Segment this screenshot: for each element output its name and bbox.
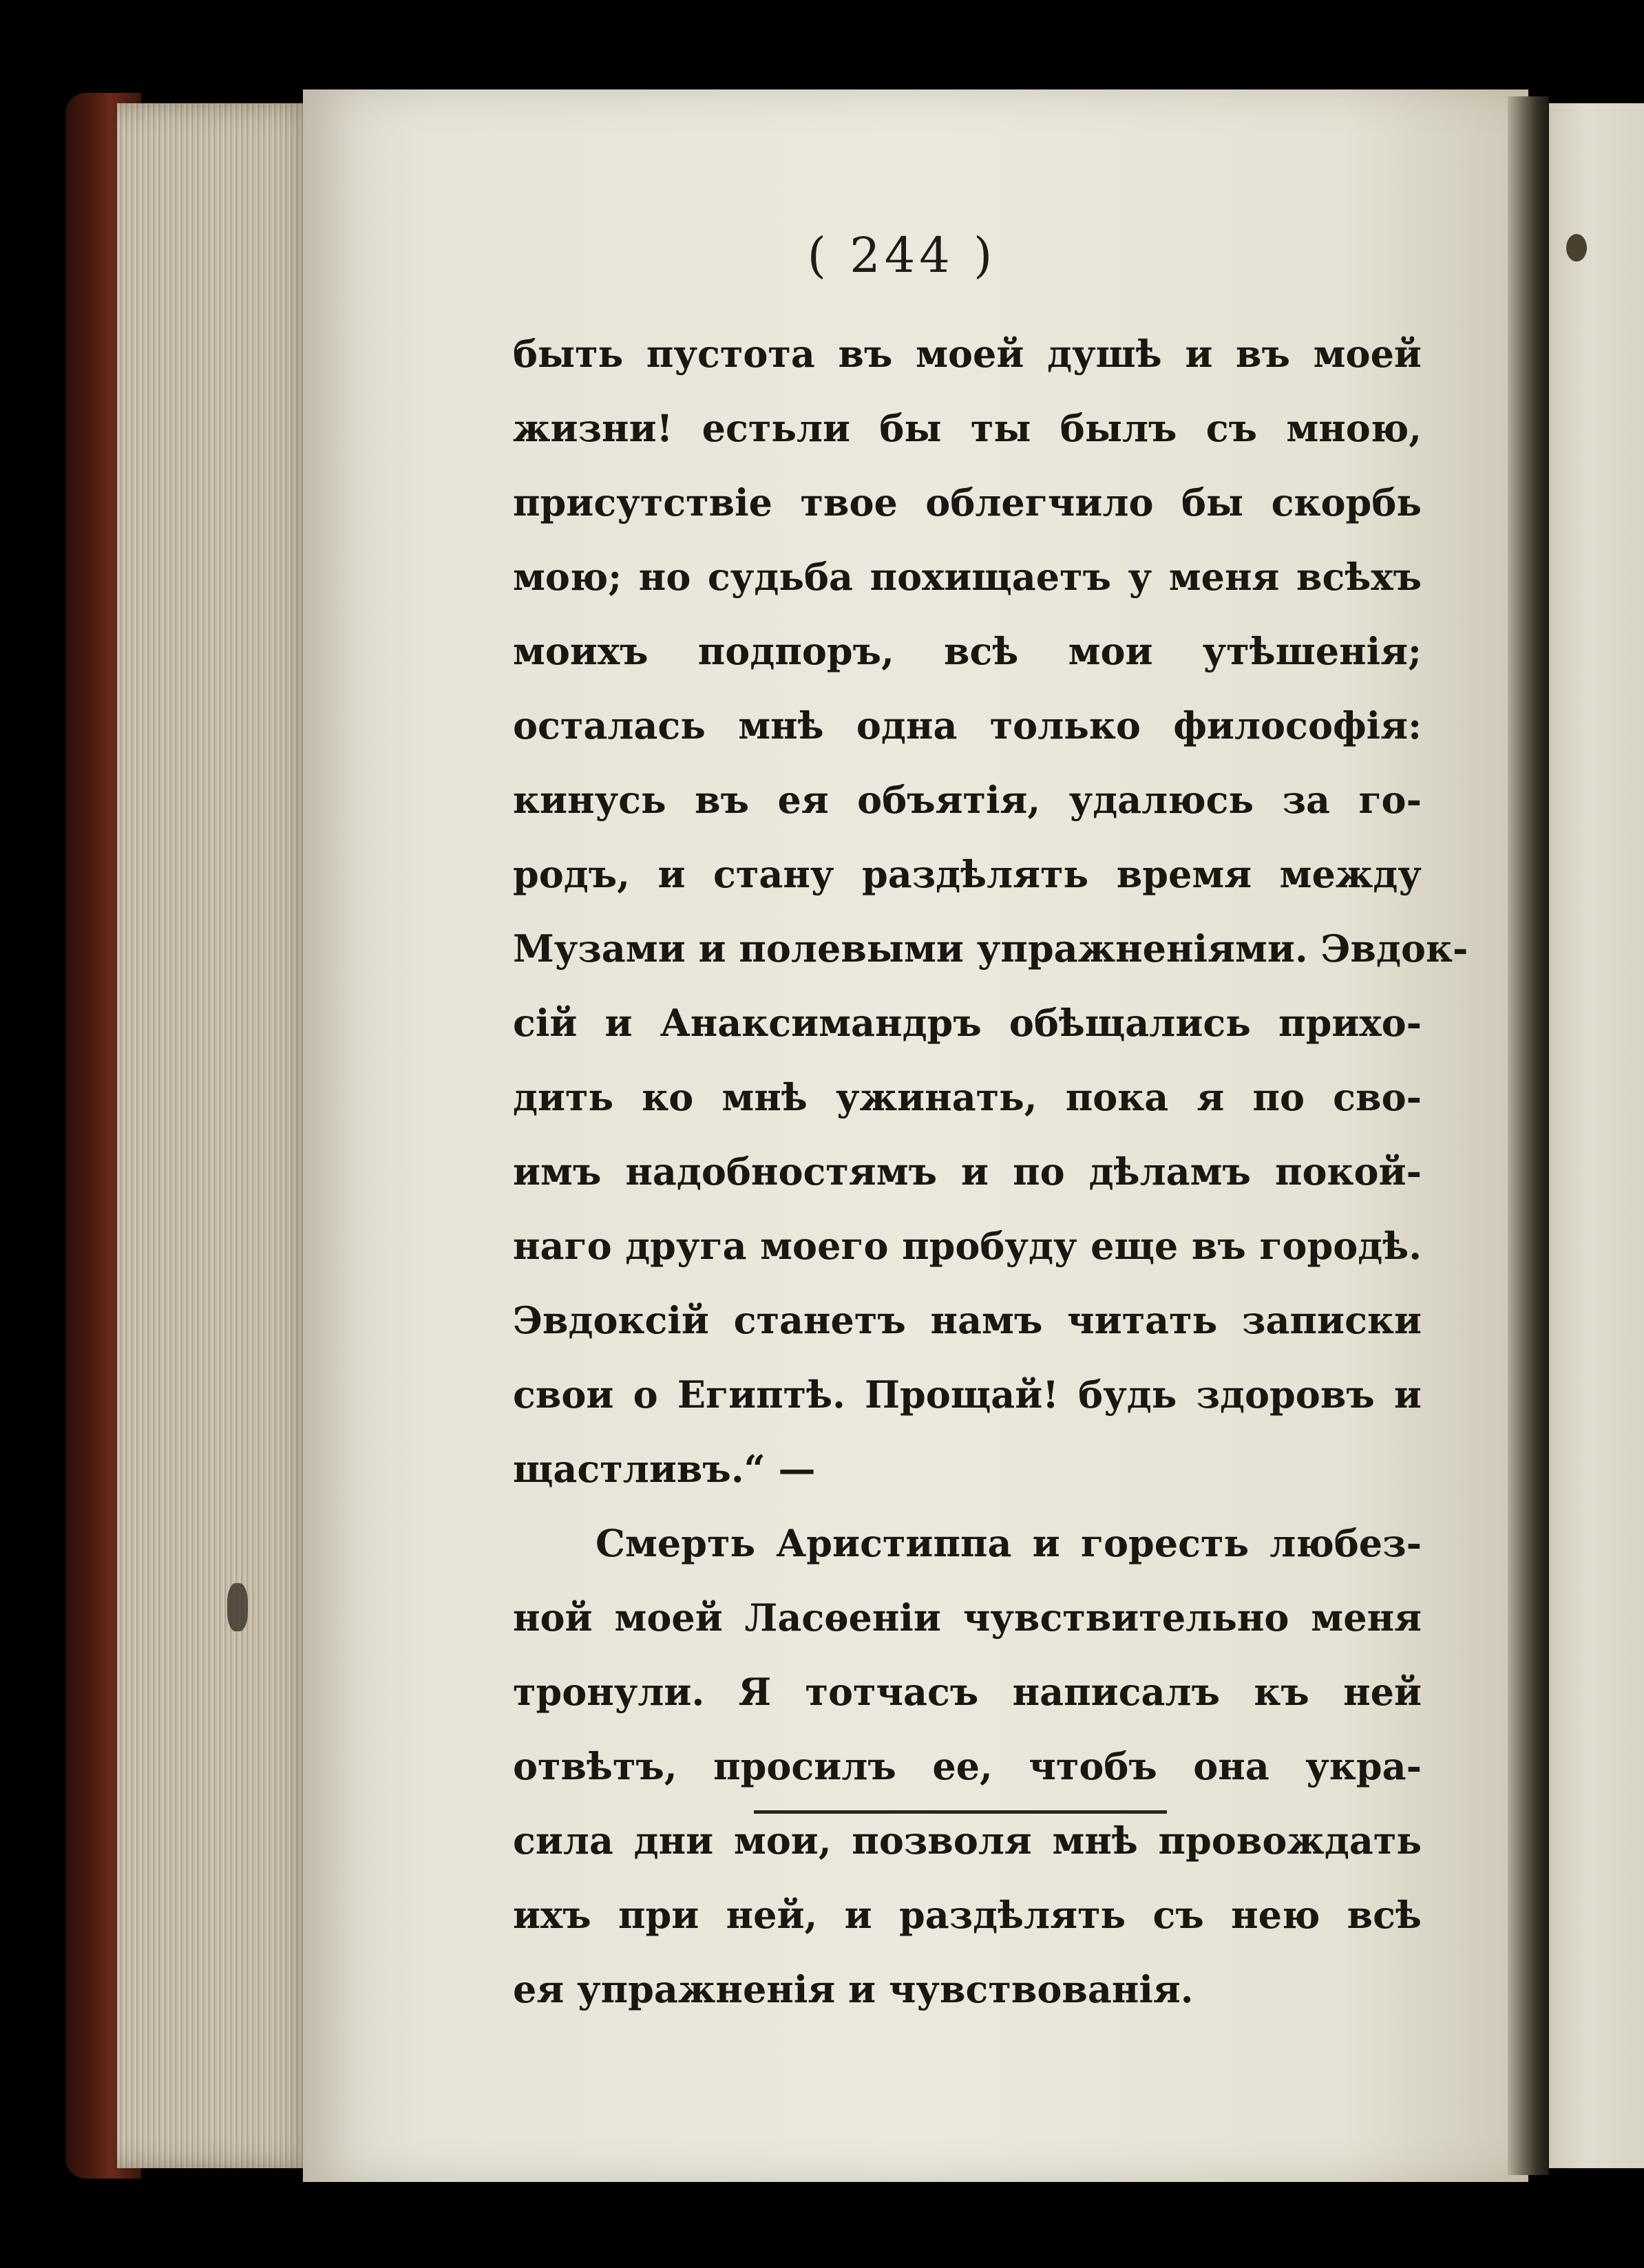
text-line: свои о Египтѣ. Прощай! будь здоровъ и — [513, 1373, 1422, 1417]
stain-mark — [227, 1583, 248, 1631]
text-line: Смерть Аристиппа и горесть любез- — [596, 1521, 1422, 1565]
page-number: ( 244 ) — [807, 227, 997, 284]
text-line: присутствіе твое облегчило бы скорбь — [513, 480, 1422, 524]
facing-page-edge — [1549, 103, 1644, 2168]
text-line: кинусь въ ея объятія, удалюсь за го- — [513, 778, 1422, 822]
section-divider-rule — [754, 1810, 1167, 1814]
text-line: моихъ подпоръ, всѣ мои утѣшенія; — [513, 629, 1422, 673]
text-line: ея упражненія и чувствованія. — [513, 1967, 1194, 2011]
text-line: мою; но судьба похищаетъ у меня всѣхъ — [513, 555, 1422, 599]
text-line: щастливъ.“ — — [513, 1447, 816, 1491]
page-stack-edge — [117, 103, 324, 2168]
book-gutter — [1508, 96, 1549, 2175]
text-line: тронули. Я тотчасъ написалъ къ ней — [513, 1670, 1422, 1714]
text-line: осталась мнѣ одна только философія: — [513, 703, 1422, 748]
text-line: жизни! естьли бы ты былъ съ мною, — [513, 406, 1422, 450]
text-line: быть пустота въ моей душѣ и въ моей — [513, 332, 1422, 376]
text-line: Музами и полевыми упражненіями. Эвдок- — [513, 926, 1468, 971]
text-line: отвѣтъ, просилъ ее, чтобъ она укра- — [513, 1744, 1422, 1788]
text-line: Эвдоксій станетъ намъ читать записки — [513, 1298, 1422, 1342]
text-line: наго друга моего пробуду еще въ городѣ. — [513, 1224, 1422, 1268]
body-text — [513, 317, 1468, 2026]
text-line: сила дни мои, позволя мнѣ провождать — [513, 1819, 1422, 1863]
text-line: родъ, и стану раздѣлять время между — [513, 852, 1422, 896]
text-line: ной моей Ласѳеніи чувствительно меня — [513, 1596, 1422, 1640]
text-line: имъ надобностямъ и по дѣламъ покой- — [513, 1149, 1422, 1194]
text-line: дить ко мнѣ ужинать, пока я по сво- — [513, 1075, 1422, 1119]
text-line: сій и Анаксимандръ обѣщались прихо- — [513, 1001, 1422, 1045]
text-line: ихъ при ней, и раздѣлять съ нею всѣ — [513, 1893, 1422, 1937]
